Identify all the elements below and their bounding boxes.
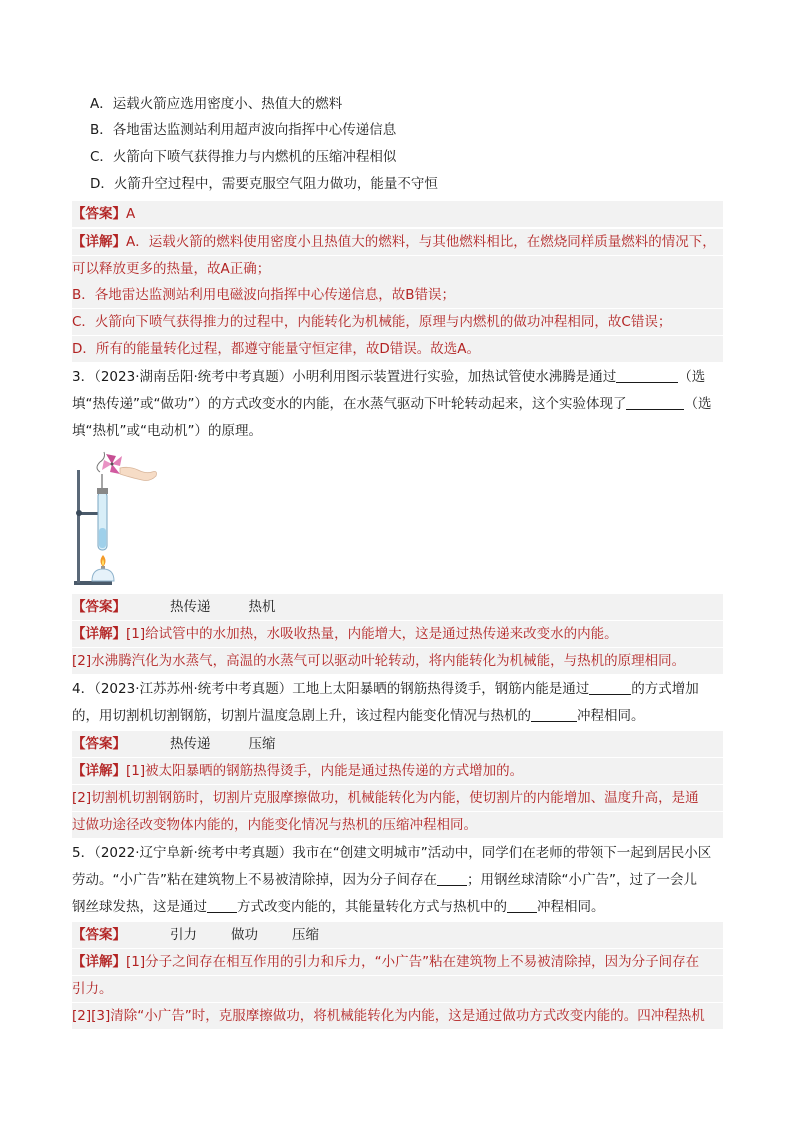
q5-detail-line: [2][3]清除“小广告”时，克服摩擦做功，将机械能转化为内能，这是通过做功方式改变内能的。四冲程热机: [72, 1003, 723, 1029]
q4-detail-row: [72, 758, 723, 784]
answer-blank: [589, 680, 631, 695]
option-d: D．火箭升空过程中，需要克服空气阻力做功，能量不守恒: [90, 176, 438, 192]
q3-text: 填“热传递”或“做功”）的方式改变水的内能，在水蒸气驱动下叶轮转动起来，这个实验体现了: [72, 396, 627, 412]
q5-text: ；用钢丝球清除“小广告”，过了一会儿: [467, 872, 697, 888]
steam-turbine-apparatus-image: [70, 450, 160, 590]
answer-blank: [626, 395, 684, 410]
answer-blank: [507, 898, 537, 913]
q2-detail-line: B．各地雷达监测站利用电磁波向指挥中心传递信息，故B错误；: [72, 282, 723, 308]
q3-detail-row: [72, 621, 723, 647]
q5-answer-row: [72, 922, 723, 948]
answer-blank: [616, 368, 678, 383]
q4-text: 冲程相同。: [577, 708, 645, 724]
q4-text: 的，用切割机切割钢筋，切割片温度急剧上升，该过程内能变化情况与热机的: [72, 708, 531, 724]
q2-answer: A: [126, 206, 136, 222]
detail-label: 【详解】: [72, 234, 126, 250]
q4-detail-line: [1]被太阳暴晒的钢筋热得烫手，内能是通过热传递的方式增加的。: [126, 763, 524, 779]
q2-detail-row: [72, 229, 723, 255]
q5-detail-line: [1]分子之间存在相互作用的引力和斥力，“小广告”粘在建筑物上不易被清除掉，因为分子间存在: [126, 954, 700, 970]
answer-blank: [437, 871, 467, 886]
experiment-figure: [70, 450, 160, 590]
q2-detail-line: D．所有的能量转化过程，都遵守能量守恒定律，故D错误。故选A。: [72, 336, 723, 362]
q2-detail-line: 可以释放更多的热量，故A正确；: [72, 256, 723, 282]
q5-detail-line: 引力。: [72, 976, 723, 1002]
q2-answer-row: [72, 201, 723, 227]
q4-answer-1: 热传递: [170, 736, 211, 752]
q5-detail-row: [72, 949, 723, 975]
detail-label: 【详解】: [72, 763, 126, 779]
q3-answer-2: 热机: [248, 599, 276, 615]
q3-stem-line: [72, 391, 723, 417]
q5-answer-3: 压缩: [292, 927, 319, 943]
q3-answer-row: [72, 594, 723, 620]
q3-text: （选: [678, 369, 706, 385]
answer-label: 【答案】: [72, 206, 126, 222]
q4-detail-line: [2]切割机切割钢筋时，切割片克服摩擦做功，机械能转化为内能，使切割片的内能增加、温度升高，是通: [72, 785, 723, 811]
q2-detail-line: C．火箭向下喷气获得推力的过程中，内能转化为机械能，原理与内燃机的做功冲程相同，故C错误；: [72, 309, 723, 335]
q5-text: 劳动。“小广告”粘在建筑物上不易被清除掉，因为分子间存在: [72, 872, 437, 888]
q4-answer-2: 压缩: [248, 736, 276, 752]
q3-detail-line: [1]给试管中的水加热，水吸收热量，内能增大，这是通过热传递来改变水的内能。: [126, 626, 618, 642]
answer-label: 【答案】: [72, 599, 126, 615]
answer-label: 【答案】: [72, 927, 126, 943]
q5-text: 钢丝球发热，这是通过: [72, 899, 207, 915]
q5-stem-line: 5．（2022·辽宁阜新·统考中考真题）我市在“创建文明城市”活动中，同学们在老师的带领下一起到居民小区: [72, 845, 712, 861]
q5-text: 冲程相同。: [537, 899, 605, 915]
answer-blank: [531, 707, 577, 722]
q5-answer-2: 做功: [231, 927, 258, 943]
q4-detail-line: 过做功途径改变物体内能的，内能变化情况与热机的压缩冲程相同。: [72, 812, 723, 838]
q5-answer-1: 引力: [170, 927, 197, 943]
q4-stem-line: [72, 676, 723, 702]
q3-answer-1: 热传递: [170, 599, 211, 615]
answer-label: 【答案】: [72, 736, 126, 752]
q3-text: （选: [684, 396, 712, 412]
q3-detail-line: [2]水沸腾汽化为水蒸气，高温的水蒸气可以驱动叶轮转动，将内能转化为机械能，与热机的原理相同。: [72, 648, 723, 674]
q2-detail-line: A．运载火箭的燃料使用密度小且热值大的燃料，与其他燃料相比，在燃烧同样质量燃料的情况下，: [126, 234, 716, 250]
detail-label: 【详解】: [72, 954, 126, 970]
q4-text: 4．（2023·江苏苏州·统考中考真题）工地上太阳暴晒的钢筋热得烫手，钢筋内能是通过: [72, 681, 590, 697]
option-b: B．各地雷达监测站利用超声波向指挥中心传递信息: [90, 122, 397, 138]
detail-label: 【详解】: [72, 626, 126, 642]
answer-blank: [207, 898, 237, 913]
q3-stem-line: 填“热机”或“电动机”）的原理。: [72, 423, 262, 439]
q3-text: 3．（2023·湖南岳阳·统考中考真题）小明利用图示装置进行实验，加热试管使水沸腾是通过: [72, 369, 617, 385]
q4-answer-row: [72, 731, 723, 757]
q5-stem-line: [72, 867, 723, 893]
q4-text: 的方式增加: [631, 681, 699, 697]
option-c: C．火箭向下喷气获得推力与内燃机的压缩冲程相似: [90, 149, 397, 165]
q4-stem-line: [72, 703, 723, 729]
q5-text: 方式改变内能的，其能量转化方式与热机中的: [237, 899, 507, 915]
q5-stem-line: [72, 894, 723, 920]
option-a: A．运载火箭应选用密度小、热值大的燃料: [90, 96, 343, 112]
q3-stem-line: [72, 364, 723, 390]
